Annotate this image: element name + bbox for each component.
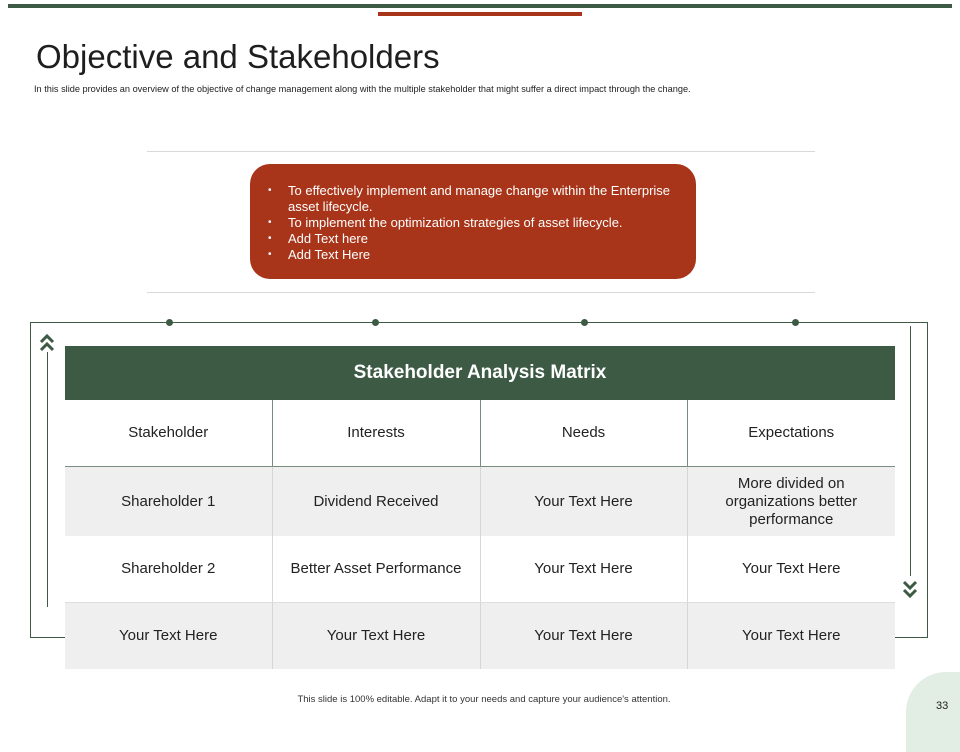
- slide-title: Objective and Stakeholders: [36, 38, 440, 75]
- table-cell: Shareholder 1: [65, 467, 272, 537]
- stakeholder-matrix: [65, 400, 895, 669]
- matrix-title: Stakeholder Analysis Matrix: [65, 346, 895, 400]
- matrix-header-row: [65, 400, 895, 467]
- slide-subtitle: In this slide provides an overview of the objective of change management along with the multiple stakeholder that might suffer a direct impact through the change.: [34, 84, 691, 94]
- table-row: [65, 467, 895, 537]
- page-number: 33: [936, 700, 949, 712]
- table-cell: Dividend Received: [272, 467, 480, 537]
- objective-list: [268, 183, 676, 263]
- objective-item: • Add Text here: [268, 231, 676, 247]
- table-cell: Shareholder 2: [65, 536, 272, 603]
- frame-dot: [792, 319, 799, 326]
- frame-dot: [372, 319, 379, 326]
- table-cell: Your Text Here: [480, 467, 687, 537]
- table-row: [65, 536, 895, 603]
- table-cell: Your Text Here: [65, 603, 272, 670]
- slide-footer: This slide is 100% editable. Adapt it to your needs and capture your audience's attention.: [297, 694, 671, 705]
- corner-decoration: [906, 672, 960, 752]
- header-cell: Expectations: [687, 400, 895, 467]
- objective-box: [250, 164, 696, 279]
- divider-bottom: [147, 292, 815, 293]
- table-cell: Better Asset Performance: [272, 536, 480, 603]
- table-cell: More divided on organizations better performance: [687, 467, 895, 537]
- double-chevron-up-icon: [39, 332, 55, 354]
- left-arrow-line: [47, 352, 48, 607]
- table-cell: Your Text Here: [687, 603, 895, 670]
- table-cell: Your Text Here: [687, 536, 895, 603]
- table-row: [65, 603, 895, 670]
- double-chevron-down-icon: [902, 578, 918, 602]
- divider-top: [147, 151, 815, 152]
- frame-dot: [166, 319, 173, 326]
- right-arrow-line: [910, 326, 911, 576]
- objective-item: • Add Text Here: [268, 247, 676, 263]
- table-cell: Your Text Here: [480, 536, 687, 603]
- table-cell: Your Text Here: [480, 603, 687, 670]
- top-accent-bar: [378, 12, 582, 16]
- frame-dot: [581, 319, 588, 326]
- table-cell: Your Text Here: [272, 603, 480, 670]
- objective-item: • To implement the optimization strategies of asset lifecycle.: [268, 215, 676, 231]
- objective-item: • To effectively implement and manage change within the Enterprise asset lifecycle.: [268, 183, 676, 215]
- header-cell: Interests: [272, 400, 480, 467]
- header-cell: Stakeholder: [65, 400, 272, 467]
- header-cell: Needs: [480, 400, 687, 467]
- top-bar: [8, 4, 952, 8]
